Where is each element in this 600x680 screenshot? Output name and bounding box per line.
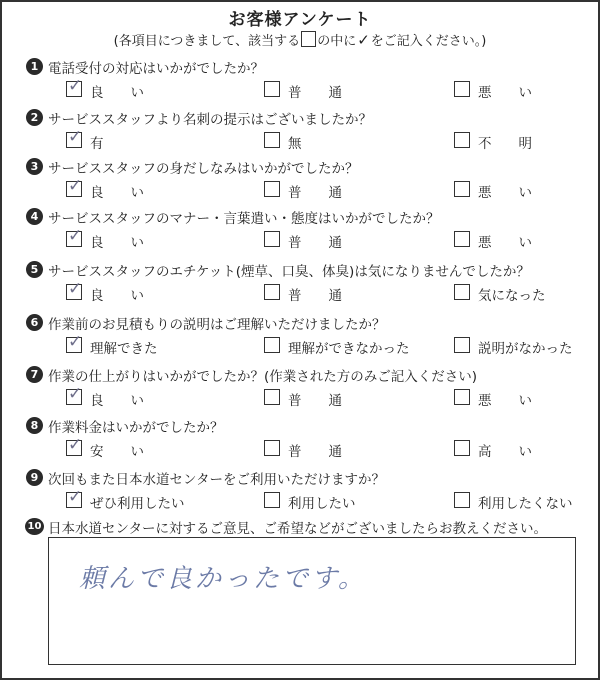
checkbox[interactable] <box>264 284 280 300</box>
option-label: 不 明 <box>478 136 532 152</box>
check-mark-icon: ✓ <box>68 76 83 96</box>
instruction-before: (各項目につきまして、該当する <box>113 34 301 49</box>
option-label: 普 通 <box>288 235 342 251</box>
checkbox[interactable] <box>454 132 470 148</box>
checkbox[interactable] <box>454 492 470 508</box>
check-mark-icon: ✓ <box>68 332 83 352</box>
question-number-badge: 10 <box>25 518 44 535</box>
question-9 <box>2 468 598 520</box>
option-label: 無 <box>288 136 302 152</box>
question-text: 作業料金はいかがでしたか？ <box>48 420 224 436</box>
check-mark-icon: ✓ <box>68 176 83 196</box>
option-label: 普 通 <box>288 185 342 201</box>
check-mark-icon: ✓ <box>68 487 83 507</box>
option-label: 安 い <box>90 444 144 460</box>
question-number-badge: 8 <box>26 417 43 434</box>
checkbox[interactable] <box>264 492 280 508</box>
checkbox[interactable] <box>264 337 280 353</box>
comment-box[interactable] <box>48 537 576 665</box>
option-label: 悪 い <box>478 235 532 251</box>
instruction-after: をご記入ください。) <box>370 34 487 49</box>
option-label: 悪 い <box>478 393 532 409</box>
option-label: 利用したくない <box>478 496 573 512</box>
question-number-badge: 2 <box>26 109 43 126</box>
question-3 <box>2 157 598 209</box>
instruction-middle: の中に <box>317 34 357 49</box>
question-number-badge: 3 <box>26 158 43 175</box>
question-text: 作業前のお見積もりの説明はご理解いただけましたか？ <box>48 317 386 333</box>
question-text: サービススタッフより名刺の提示はございましたか？ <box>48 112 372 128</box>
question-2 <box>2 108 598 160</box>
checkbox[interactable] <box>66 332 83 353</box>
option-label: 悪 い <box>478 185 532 201</box>
checkbox[interactable] <box>264 389 280 405</box>
checkbox[interactable] <box>454 284 470 300</box>
checkbox[interactable] <box>66 487 83 508</box>
check-mark-icon: ✓ <box>357 31 370 49</box>
checkbox[interactable] <box>264 231 280 247</box>
checkbox[interactable] <box>264 181 280 197</box>
checkbox[interactable] <box>454 81 470 97</box>
question-text: サービススタッフの身だしなみはいかがでしたか？ <box>48 161 359 177</box>
question-4 <box>2 207 598 259</box>
question-number-badge: 6 <box>26 314 43 331</box>
question-text: 電話受付の対応はいかがでしたか？ <box>48 61 264 77</box>
option-label: 高 い <box>478 444 532 460</box>
checkbox[interactable] <box>454 389 470 405</box>
checkbox[interactable] <box>454 181 470 197</box>
question-6 <box>2 313 598 365</box>
checkbox[interactable] <box>264 440 280 456</box>
page-title: お客様アンケート <box>228 10 372 30</box>
checkbox[interactable] <box>454 231 470 247</box>
check-mark-icon: ✓ <box>68 435 83 455</box>
question-8 <box>2 416 598 468</box>
instruction-text <box>2 30 598 49</box>
checkbox[interactable] <box>66 176 83 197</box>
option-label: 有 <box>90 136 104 152</box>
question-text: サービススタッフのマナー・言葉遣い・態度はいかがでしたか？ <box>48 211 440 227</box>
checkbox[interactable] <box>66 435 83 456</box>
question-number-badge: 9 <box>26 469 43 486</box>
checkbox[interactable] <box>264 132 280 148</box>
handwritten-comment: 頼んで良かったです。 <box>79 564 367 594</box>
question-7 <box>2 365 598 417</box>
option-label: ぜひ利用したい <box>90 496 185 512</box>
option-label: 説明がなかった <box>478 341 573 357</box>
question-text: 作業の仕上がりはいかがでしたか？(作業された方のみご記入ください) <box>48 369 478 385</box>
option-label: 理解ができなかった <box>288 341 410 357</box>
option-label: 良 い <box>90 235 144 251</box>
option-label: 気になった <box>478 288 546 304</box>
checkbox[interactable] <box>66 127 83 148</box>
question-number-badge: 1 <box>26 58 43 75</box>
checkbox[interactable] <box>264 81 280 97</box>
option-label: 普 通 <box>288 444 342 460</box>
option-label: 普 通 <box>288 393 342 409</box>
option-label: 普 通 <box>288 85 342 101</box>
question-number-badge: 5 <box>26 261 43 278</box>
checkbox[interactable] <box>454 440 470 456</box>
option-label: 理解できた <box>90 341 158 357</box>
question-text: 次回もまた日本水道センターをご利用いただけますか？ <box>48 472 385 488</box>
option-label: 良 い <box>90 288 144 304</box>
check-mark-icon: ✓ <box>68 226 83 246</box>
question-text: サービススタッフのエチケット(煙草、口臭、体臭)は気になりませんでしたか？ <box>48 264 530 280</box>
checkbox[interactable] <box>66 226 83 247</box>
question-number-badge: 7 <box>26 366 43 383</box>
checkbox[interactable] <box>66 279 83 300</box>
option-label: 普 通 <box>288 288 342 304</box>
question-1 <box>2 57 598 109</box>
option-label: 良 い <box>90 393 144 409</box>
checkbox-example-icon <box>301 31 316 47</box>
option-label: 悪 い <box>478 85 532 101</box>
check-mark-icon: ✓ <box>68 127 83 147</box>
question-5 <box>2 260 598 312</box>
checkbox[interactable] <box>66 384 83 405</box>
checkbox[interactable] <box>454 337 470 353</box>
option-label: 良 い <box>90 185 144 201</box>
question-number-badge: 4 <box>26 208 43 225</box>
check-mark-icon: ✓ <box>68 384 83 404</box>
check-mark-icon: ✓ <box>68 279 83 299</box>
option-label: 利用したい <box>288 496 356 512</box>
checkbox[interactable] <box>66 76 83 97</box>
question-text: 日本水道センターに対するご意見、ご希望などがございましたらお教えください。 <box>48 521 547 537</box>
option-label: 良 い <box>90 85 144 101</box>
